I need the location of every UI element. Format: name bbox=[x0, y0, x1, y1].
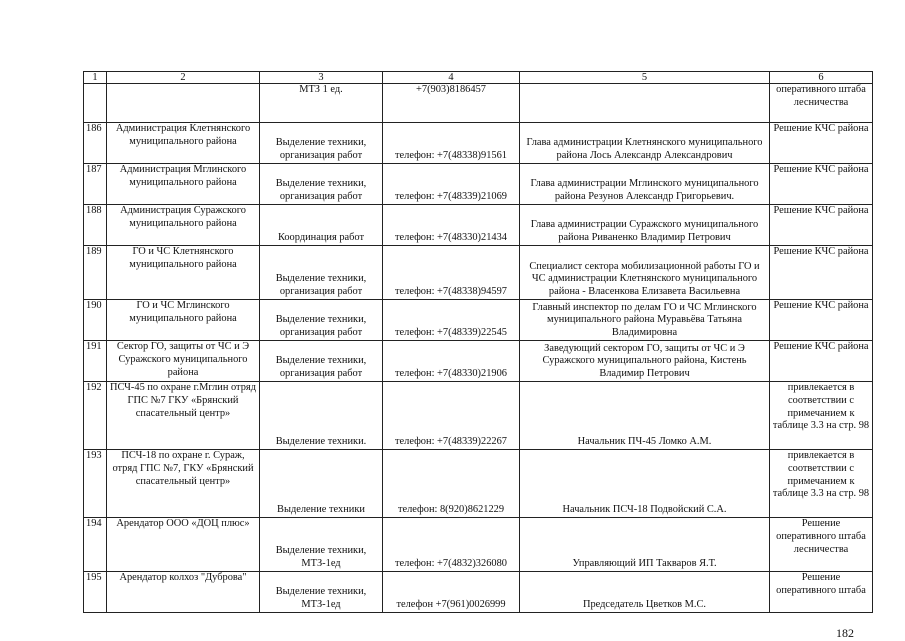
table-row bbox=[84, 246, 873, 300]
basis-cell: Решение оперативного штаба bbox=[770, 572, 873, 613]
organization-cell: ПСЧ-18 по охране г. Сураж, отряд ГПС №7, ГКУ «Брянский спасательный центр» bbox=[107, 450, 260, 518]
column-number-row bbox=[84, 72, 873, 84]
phone-cell: телефон: +7(48339)21069 bbox=[383, 164, 520, 205]
organization-cell: ГО и ЧС Клетнянского муниципального района bbox=[107, 246, 260, 300]
column-number: 4 bbox=[383, 72, 520, 84]
table-row bbox=[84, 382, 873, 450]
table-row bbox=[84, 518, 873, 572]
basis-cell: Решение КЧС района bbox=[770, 300, 873, 341]
row-number-cell: 189 bbox=[84, 246, 107, 300]
task-cell: Координация работ bbox=[260, 205, 383, 246]
phone-cell: телефон: +7(48339)22545 bbox=[383, 300, 520, 341]
task-cell: МТЗ 1 ед. bbox=[260, 84, 383, 123]
organization-cell: Администрация Мглинского муниципального района bbox=[107, 164, 260, 205]
column-number: 2 bbox=[107, 72, 260, 84]
task-cell: Выделение техники, МТЗ-1ед bbox=[260, 572, 383, 613]
organization-cell bbox=[107, 84, 260, 123]
contact-cell: Глава администрации Мглинского муниципального района Резунов Александр Григорьевич. bbox=[520, 164, 770, 205]
contact-cell: Начальник ПСЧ-18 Подвойский С.А. bbox=[520, 450, 770, 518]
organization-cell: ПСЧ-45 по охране г.Мглин отряд ГПС №7 ГКУ «Брянский спасательный центр» bbox=[107, 382, 260, 450]
task-cell: Выделение техники, организация работ bbox=[260, 164, 383, 205]
basis-cell: оперативного штаба лесничества bbox=[770, 84, 873, 123]
column-number: 3 bbox=[260, 72, 383, 84]
page-number: 182 bbox=[836, 626, 854, 640]
task-cell: Выделение техники. bbox=[260, 382, 383, 450]
basis-cell: Решение КЧС района bbox=[770, 123, 873, 164]
contact-cell: Заведующий сектором ГО, защиты от ЧС и Э Суражского муниципального района, Кистень Владимир Петрович bbox=[520, 341, 770, 382]
contact-cell: Главный инспектор по делам ГО и ЧС Мглинского муниципального района Муравьёва Татьяна Владимировна bbox=[520, 300, 770, 341]
organization-cell: Сектор ГО, защиты от ЧС и Э Суражского муниципального района bbox=[107, 341, 260, 382]
phone-cell: телефон: +7(48338)91561 bbox=[383, 123, 520, 164]
contact-cell bbox=[520, 84, 770, 123]
organization-cell: Арендатор колхоз "Дуброва" bbox=[107, 572, 260, 613]
row-number-cell: 195 bbox=[84, 572, 107, 613]
basis-cell: привлекается в соответствии с примечанием к таблице 3.3 на стр. 98 bbox=[770, 382, 873, 450]
table-row bbox=[84, 572, 873, 613]
organization-cell: Администрация Суражского муниципального района bbox=[107, 205, 260, 246]
column-number: 6 bbox=[770, 72, 873, 84]
contact-cell: Специалист сектора мобилизационной работы ГО и ЧС администрации Клетнянского муниципального района - Власенкова Елизавета Васильевна bbox=[520, 246, 770, 300]
row-number-cell: 191 bbox=[84, 341, 107, 382]
contact-cell: Председатель Цветков М.С. bbox=[520, 572, 770, 613]
table-row bbox=[84, 123, 873, 164]
table-row bbox=[84, 164, 873, 205]
row-number-cell: 186 bbox=[84, 123, 107, 164]
phone-cell: телефон: +7(48338)94597 bbox=[383, 246, 520, 300]
basis-cell: Решение КЧС района bbox=[770, 246, 873, 300]
contact-cell: Управляющий ИП Такваров Я.Т. bbox=[520, 518, 770, 572]
phone-cell: телефон: +7(48330)21434 bbox=[383, 205, 520, 246]
column-number: 5 bbox=[520, 72, 770, 84]
organization-cell: Администрация Клетнянского муниципального района bbox=[107, 123, 260, 164]
task-cell: Выделение техники, МТЗ-1ед bbox=[260, 518, 383, 572]
row-number-cell: 193 bbox=[84, 450, 107, 518]
task-cell: Выделение техники, организация работ bbox=[260, 246, 383, 300]
phone-cell: телефон: +7(48330)21906 bbox=[383, 341, 520, 382]
contact-cell: Начальник ПЧ-45 Ломко А.М. bbox=[520, 382, 770, 450]
phone-cell: телефон: 8(920)8621229 bbox=[383, 450, 520, 518]
table-row bbox=[84, 300, 873, 341]
column-number: 1 bbox=[84, 72, 107, 84]
resources-table bbox=[83, 71, 873, 613]
continuation-row bbox=[84, 84, 873, 123]
organization-cell: Арендатор ООО «ДОЦ плюс» bbox=[107, 518, 260, 572]
basis-cell: Решение КЧС района bbox=[770, 205, 873, 246]
task-cell: Выделение техники, организация работ bbox=[260, 123, 383, 164]
organization-cell: ГО и ЧС Мглинского муниципального района bbox=[107, 300, 260, 341]
basis-cell: привлекается в соответствии с примечанием к таблице 3.3 на стр. 98 bbox=[770, 450, 873, 518]
row-number-cell: 188 bbox=[84, 205, 107, 246]
phone-cell: +7(903)8186457 bbox=[383, 84, 520, 123]
table-row bbox=[84, 205, 873, 246]
task-cell: Выделение техники, организация работ bbox=[260, 341, 383, 382]
row-number-cell bbox=[84, 84, 107, 123]
table-row bbox=[84, 450, 873, 518]
basis-cell: Решение КЧС района bbox=[770, 341, 873, 382]
row-number-cell: 190 bbox=[84, 300, 107, 341]
phone-cell: телефон: +7(48339)22267 bbox=[383, 382, 520, 450]
row-number-cell: 192 bbox=[84, 382, 107, 450]
task-cell: Выделение техники, организация работ bbox=[260, 300, 383, 341]
table-row bbox=[84, 341, 873, 382]
phone-cell: телефон +7(961)0026999 bbox=[383, 572, 520, 613]
row-number-cell: 187 bbox=[84, 164, 107, 205]
basis-cell: Решение КЧС района bbox=[770, 164, 873, 205]
task-cell: Выделение техники bbox=[260, 450, 383, 518]
phone-cell: телефон: +7(4832)326080 bbox=[383, 518, 520, 572]
contact-cell: Глава администрации Суражского муниципального района Риваненко Владимир Петрович bbox=[520, 205, 770, 246]
contact-cell: Глава администрации Клетнянского муниципального района Лось Александр Александрович bbox=[520, 123, 770, 164]
basis-cell: Решение оперативного штаба лесничества bbox=[770, 518, 873, 572]
row-number-cell: 194 bbox=[84, 518, 107, 572]
